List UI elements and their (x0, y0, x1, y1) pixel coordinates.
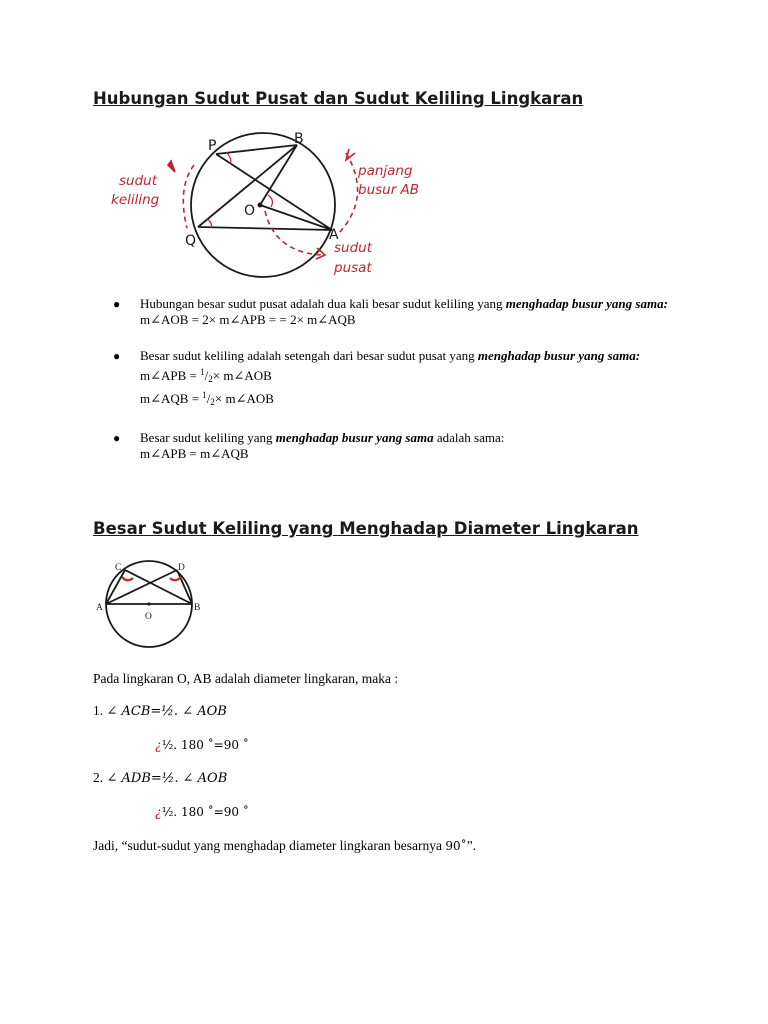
bullet-formula: m∠APB = $^1/_2\times$ m∠AOB (140, 367, 272, 384)
radius-oa (260, 205, 332, 230)
section-title-diameter: Besar Sudut Keliling yang Menghadap Diameter Lingkaran (93, 519, 639, 538)
circle-diagram-diameter (93, 558, 213, 654)
step-1: 1. ∠ ACB=½. ∠ AOB (93, 703, 227, 719)
label-d: D (178, 563, 185, 573)
bullet-item (113, 296, 673, 328)
label-a: A (329, 227, 339, 243)
conclusion-text: Jadi, “sudut-sudut yang menghadap diameter lingkaran besarnya 90˚”. (93, 838, 477, 853)
step-1-result: ¿½. 180 ˚=90 ˚ (155, 737, 249, 752)
step-2-result: ¿½. 180 ˚=90 ˚ (155, 804, 249, 819)
annotation-sudut-keliling-1: sudut (119, 173, 158, 189)
arrowhead-keliling (168, 161, 175, 172)
step-2: 2. ∠ ADB=½. ∠ AOB (93, 770, 228, 786)
section-title-central-inscribed: Hubungan Sudut Pusat dan Sudut Keliling Lingkaran (93, 89, 584, 108)
bullet-list (113, 296, 673, 482)
bullet-formula: m∠AQB = $^1/_2\times$ m∠AOB (140, 390, 274, 407)
annotation-sudut-keliling-2: keliling (111, 192, 160, 208)
angle-mark-o (268, 195, 272, 207)
label-c: C (115, 563, 122, 573)
bullet-text: Hubungan besar sudut pusat adalah dua kali besar sudut keliling yang menghadap busur yang sama: (140, 296, 668, 311)
center-point-o (258, 203, 263, 208)
circle-outline (191, 133, 335, 277)
bullet-formula: m∠APB = m∠AQB (140, 446, 249, 461)
bullet-text: Besar sudut keliling adalah setengah dari besar sudut pusat yang menghadap busur yang sama: (140, 348, 641, 363)
bullet-dot: ● (113, 349, 121, 363)
annotation-panjang-busur-1: panjang (358, 163, 413, 179)
label-o: O (244, 203, 256, 219)
label-b: B (294, 131, 304, 147)
label-b: B (194, 603, 201, 613)
arrowhead-busur (346, 149, 355, 160)
intro-text: Pada lingkaran O, AB adalah diameter lingkaran, maka : (93, 671, 399, 686)
bullet-formula: m∠AOB = 2× m∠APB = = 2× m∠AQB (140, 312, 356, 327)
label-p: P (208, 138, 217, 154)
chord-pb (216, 145, 297, 154)
center-point-o (147, 602, 150, 605)
label-o: O (145, 612, 152, 622)
annotation-sudut-pusat-2: pusat (334, 260, 372, 276)
bullet-item (113, 348, 673, 410)
angle-mark-c (122, 577, 133, 580)
annotation-arrow-busur (337, 153, 358, 235)
bullet-dot: ● (113, 297, 121, 311)
label-a: A (96, 603, 103, 613)
bullet-text: Besar sudut keliling yang menghadap busur yang sama adalah sama: (140, 430, 505, 445)
angle-mark-d (170, 577, 181, 580)
annotation-panjang-busur-2: busur AB (358, 182, 420, 198)
bullet-dot: ● (113, 431, 121, 445)
bullet-item (113, 430, 673, 462)
annotation-sudut-pusat-1: sudut (334, 240, 373, 256)
chord-qa (198, 227, 332, 230)
chord-pa (216, 154, 332, 230)
label-q: Q (185, 233, 197, 249)
chord-bd (177, 570, 192, 604)
circle-diagram-central-inscribed (105, 128, 435, 288)
